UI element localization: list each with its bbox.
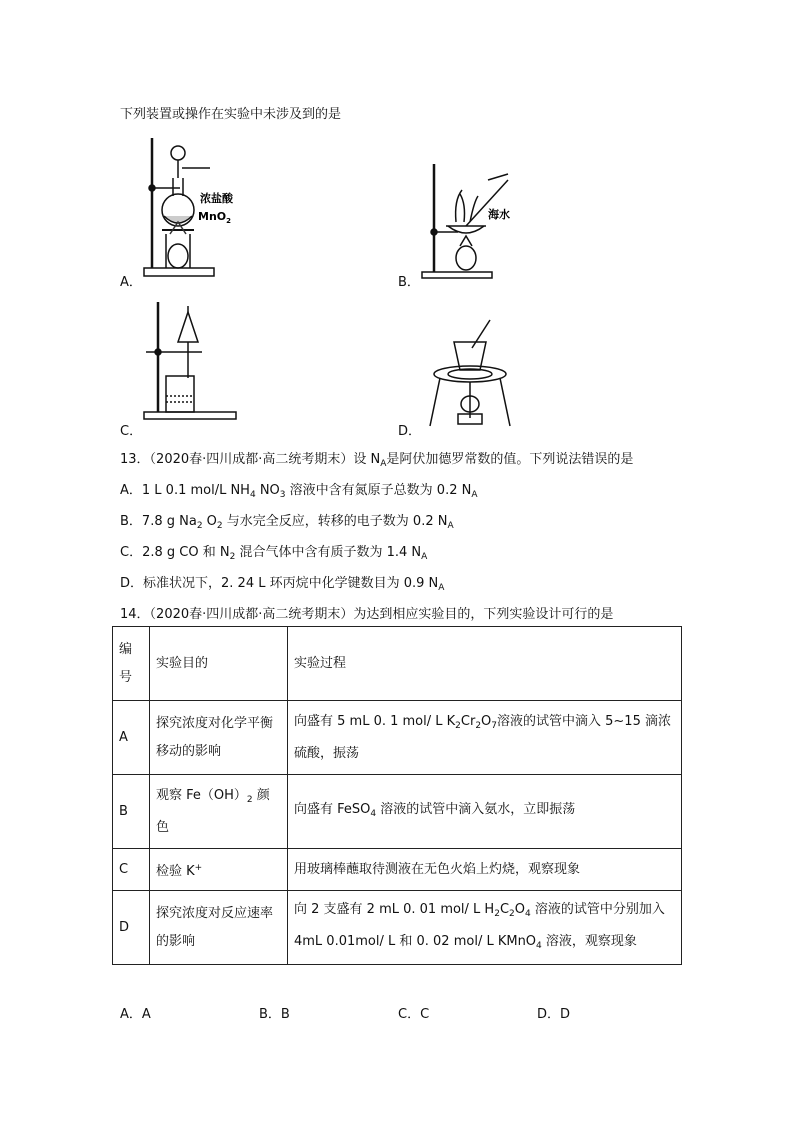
q14-stem: 14．（2020春·四川成都·高二统考期末）为达到相应实验目的，下列实验设计可行的是 — [120, 607, 614, 622]
q13-stem: 13．（2020春·四川成都·高二统考期末）设 $N_A$是阿伏加德罗常数的值。下列说法错误的是 — [120, 452, 634, 469]
table-row — [113, 891, 682, 965]
label-mno2: MnO$_2$ — [198, 210, 232, 225]
q13-option-b: B．7.8 g $Na_2$ $O_2$ 与水完全反应，转移的电子数为 0.2 $N_A$ — [120, 514, 454, 531]
answer-option-c: C．C — [398, 1007, 430, 1022]
experiment-table — [112, 626, 682, 965]
header-process: 实验过程 — [288, 627, 682, 701]
answer-option-b: B．B — [259, 1007, 290, 1022]
figure-b-evaporation — [418, 160, 528, 280]
row-d-process: 向 2 支盛有 2 mL 0. 01 mol/ L $H_2C_2O_4$ 溶液的试管中分别加入 4mL 0.01mol/ L 和 0. 02 mol/ L KMnO$_4$ 溶液，观察现象 — [288, 891, 682, 965]
row-c-num: C — [113, 849, 150, 891]
q13-option-a: A．1 L 0.1 mol/L $NH_4$ $NO_3$ 溶液中含有氮原子总数为 0.2 $N_A$ — [120, 483, 478, 500]
table-header-row — [113, 627, 682, 701]
answer-option-d: D．D — [537, 1007, 571, 1022]
label-conc-hcl: 浓盐酸 — [200, 192, 233, 205]
option-d-label: D． — [398, 424, 422, 439]
answer-option-a: A．A — [120, 1007, 151, 1022]
q13-option-c: C．2.8 g CO 和 $N_2$ 混合气体中含有质子数为 1.4 $N_A$ — [120, 545, 428, 562]
row-a-process: 向盛有 5 mL 0. 1 mol/ L $K_2Cr_2O_7$溶液的试管中滴入 5~15 滴浓硫酸，振荡 — [288, 701, 682, 775]
figure-c-separatory-funnel — [142, 300, 242, 420]
row-b-process: 向盛有 FeSO$_4$ 溶液的试管中滴入氨水，立即振荡 — [288, 775, 682, 849]
figure-a-chlorine-apparatus — [140, 138, 250, 278]
row-d-num: D — [113, 891, 150, 965]
option-c-label: C． — [120, 424, 143, 439]
option-a-label: A． — [120, 275, 142, 290]
table-row — [113, 775, 682, 849]
row-a-purpose: 探究浓度对化学平衡移动的影响 — [150, 701, 288, 775]
q12-stem: 下列装置或操作在实验中未涉及到的是 — [120, 107, 342, 122]
row-c-process: 用玻璃棒蘸取待测液在无色火焰上灼烧，观察现象 — [288, 849, 682, 891]
header-num: 编号 — [113, 627, 150, 701]
table-row — [113, 849, 682, 891]
table-row — [113, 701, 682, 775]
figure-d-crucible-heating — [420, 318, 520, 428]
label-seawater: 海水 — [488, 208, 510, 221]
option-b-label: B． — [398, 275, 420, 290]
header-purpose: 实验目的 — [150, 627, 288, 701]
q13-option-d: D．标准状况下，2. 24 L 环丙烷中化学键数目为 0.9 $N_A$ — [120, 576, 445, 593]
row-c-purpose: 检验 K+ — [150, 849, 288, 891]
row-d-purpose: 探究浓度对反应速率的影响 — [150, 891, 288, 965]
row-b-num: B — [113, 775, 150, 849]
row-b-purpose: 观察 $Fe(OH)_2$ 颜色 — [150, 775, 288, 849]
row-a-num: A — [113, 701, 150, 775]
